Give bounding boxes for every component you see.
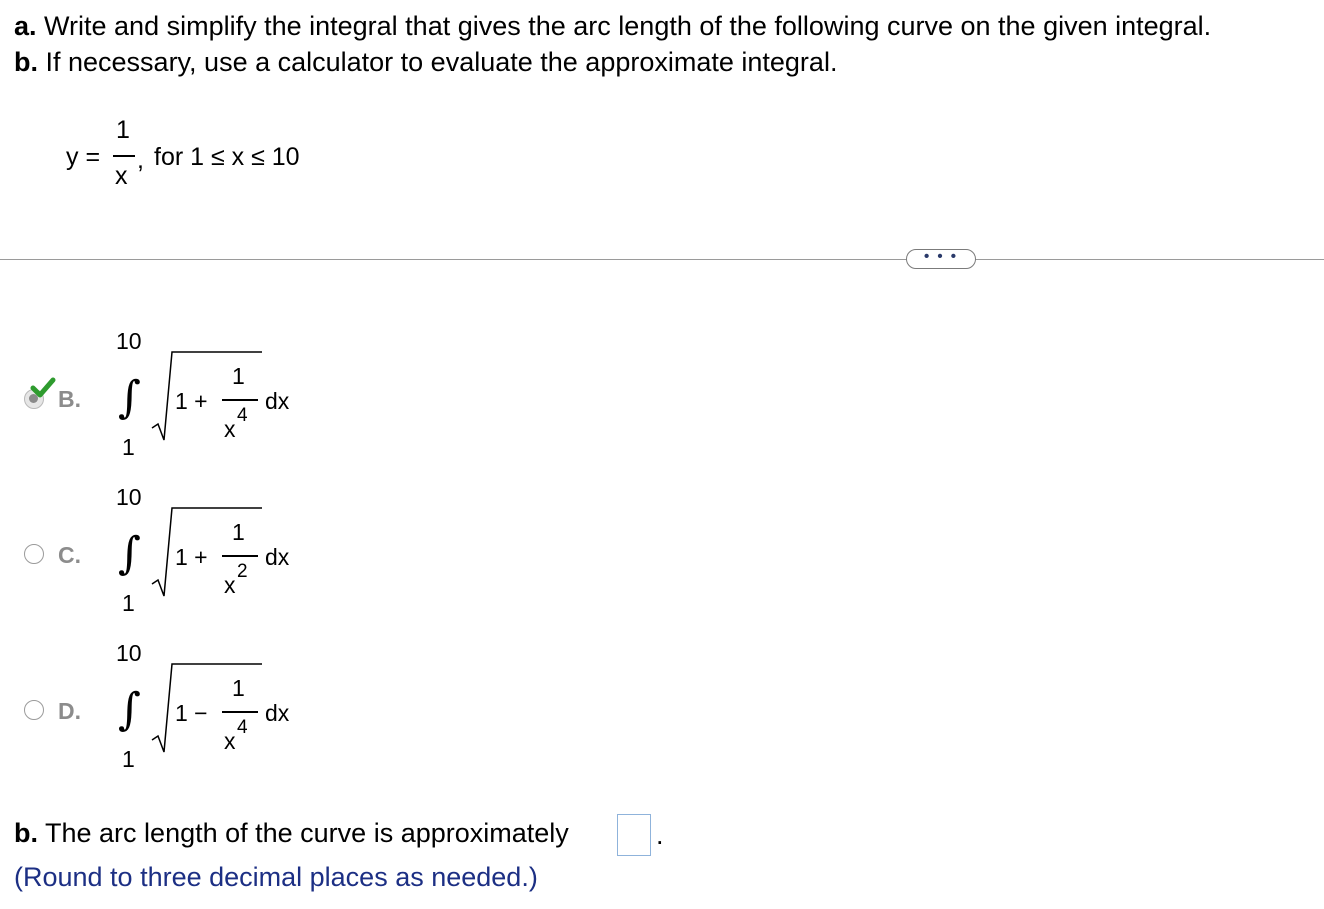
option-b-numerator: 1	[232, 363, 245, 389]
section-divider	[0, 259, 1324, 260]
option-d-fraction-bar	[222, 711, 258, 713]
option-d-denominator-base: x	[224, 728, 236, 754]
option-c-dx: dx	[265, 544, 290, 570]
instruction-b-label: b.	[14, 47, 38, 77]
option-b-lower-limit: 1	[122, 434, 135, 460]
option-c-denominator-exponent: 2	[237, 561, 248, 582]
option-c-denominator-base: x	[224, 572, 236, 598]
instruction-a-text: Write and simplify the integral that gives the arc length of the following curve on the given integral.	[36, 11, 1212, 41]
option-b-denominator-base: x	[224, 416, 236, 442]
integral-sign-icon: ∫	[118, 684, 141, 735]
integral-sign-icon: ∫	[118, 528, 141, 579]
check-mark-icon	[30, 376, 56, 400]
option-c-letter: C.	[58, 542, 81, 568]
equation-numerator: 1	[116, 116, 130, 144]
option-c-fraction-bar	[222, 555, 258, 557]
instruction-a-label: a.	[14, 11, 37, 41]
option-b-denominator-exponent: 4	[237, 405, 248, 426]
equation-comma: ,	[137, 146, 144, 174]
option-c-term: 1 +	[175, 544, 208, 570]
rounding-note: (Round to three decimal places as needed.)	[14, 862, 538, 892]
option-c-radio[interactable]	[24, 544, 44, 564]
option-d-radio[interactable]	[24, 700, 44, 720]
option-b-fraction-bar	[222, 399, 258, 401]
option-b-dx: dx	[265, 388, 290, 414]
equation-lhs: y =	[66, 143, 101, 171]
more-button[interactable]: • • •	[906, 249, 976, 269]
option-d-lower-limit: 1	[122, 746, 135, 772]
equation-denominator: x	[115, 162, 128, 190]
option-d-upper-limit: 10	[116, 640, 142, 666]
part-b-period: .	[656, 820, 664, 850]
equation-fraction-bar	[113, 155, 135, 157]
instruction-b-text: If necessary, use a calculator to evaluate the approximate integral.	[38, 47, 838, 77]
option-d-denominator-exponent: 4	[237, 717, 248, 738]
option-c-upper-limit: 10	[116, 484, 142, 510]
option-b-term: 1 +	[175, 388, 208, 414]
part-b-text: The arc length of the curve is approximately	[38, 818, 569, 848]
option-d-dx: dx	[265, 700, 290, 726]
option-c-lower-limit: 1	[122, 590, 135, 616]
option-c-numerator: 1	[232, 519, 245, 545]
option-d-term: 1 −	[175, 700, 208, 726]
part-b-question	[14, 818, 569, 849]
instruction-a	[14, 10, 1211, 42]
integral-sign-icon: ∫	[118, 372, 141, 423]
option-b-letter: B.	[58, 386, 81, 412]
equation-condition: for 1 ≤ x ≤ 10	[154, 143, 300, 171]
option-b-upper-limit: 10	[116, 328, 142, 354]
option-d-letter: D.	[58, 698, 81, 724]
part-b-label: b.	[14, 818, 38, 848]
instruction-b	[14, 46, 837, 78]
answer-input[interactable]	[617, 814, 651, 856]
option-d-numerator: 1	[232, 675, 245, 701]
